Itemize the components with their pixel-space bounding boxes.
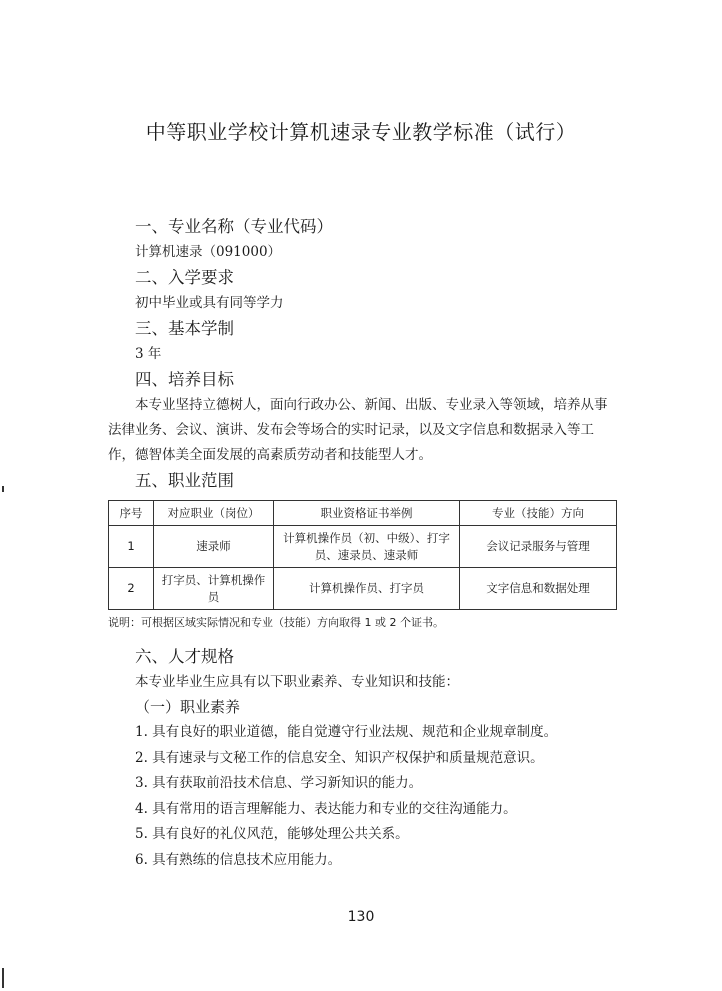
table-cell: 计算机操作员（初、中级）、打字员、速录员、速录师 (274, 526, 460, 568)
table-cell: 打字员、计算机操作员 (154, 568, 274, 610)
table-note: 说明：可根据区域实际情况和专业（技能）方向取得 1 或 2 个证书。 (108, 616, 444, 629)
occupation-table (108, 500, 617, 610)
list-item: 5. 具有良好的礼仪风范，能够处理公共关系。 (135, 826, 409, 842)
table-cell: 速录师 (154, 526, 274, 568)
section-body: 3 年 (135, 346, 162, 362)
table-cell: 计算机操作员、打字员 (274, 568, 460, 610)
table-row (109, 526, 617, 568)
table-cell: 文字信息和数据处理 (460, 568, 617, 610)
section-heading: 四、培养目标 (135, 370, 234, 389)
page-edge-mark (2, 968, 4, 988)
list-item: 3. 具有获取前沿技术信息、学习新知识的能力。 (135, 775, 423, 791)
table-header-cell: 专业（技能）方向 (460, 501, 617, 526)
table-header-row (109, 501, 617, 526)
sub-heading: （一）职业素养 (135, 698, 241, 716)
section-heading: 五、职业范围 (135, 471, 234, 490)
list-item: 6. 具有熟练的信息技术应用能力。 (135, 851, 342, 868)
list-item: 2. 具有速录与文秘工作的信息安全、知识产权保护和质量规范意识。 (135, 749, 544, 766)
page-number: 130 (347, 909, 375, 925)
list-item: 1. 具有良好的职业道德，能自觉遵守行业法规、规范和企业规章制度。 (135, 724, 558, 740)
document-body (108, 214, 616, 873)
table-cell: 2 (109, 568, 154, 610)
section-heading: 一、专业名称（专业代码） (135, 217, 333, 236)
section-body: 初中毕业或具有同等学力 (135, 295, 284, 311)
table-header-cell: 职业资格证书举例 (274, 501, 460, 526)
table-cell: 会议记录服务与管理 (460, 526, 617, 568)
qualities-list (108, 720, 616, 873)
section-heading: 二、入学要求 (135, 268, 234, 287)
section-heading: 六、人才规格 (135, 647, 234, 666)
table-cell: 1 (109, 526, 154, 568)
table-header-cell: 对应职业（岗位） (154, 501, 274, 526)
list-item: 4. 具有常用的语言理解能力、表达能力和专业的交往沟通能力。 (135, 800, 517, 817)
section-heading: 三、基本学制 (135, 319, 234, 338)
table-header-cell: 序号 (109, 501, 154, 526)
page-edge-mark (2, 486, 4, 492)
document-title: 中等职业学校计算机速录专业教学标准（试行） (145, 120, 577, 144)
section-intro: 本专业毕业生应具有以下职业素养、专业知识和技能： (135, 674, 459, 690)
section-body: 本专业坚持立德树人，面向行政办公、新闻、出版、专业录入等领域，培养从事法律业务、会议、演讲、发布会等场合的实时记录，以及文字信息和数据录入等工作，德智体美全面发展的高素质劳动者和技能型人才。 (108, 397, 608, 463)
table-row (109, 568, 617, 610)
section-body: 计算机速录（091000） (135, 244, 282, 260)
